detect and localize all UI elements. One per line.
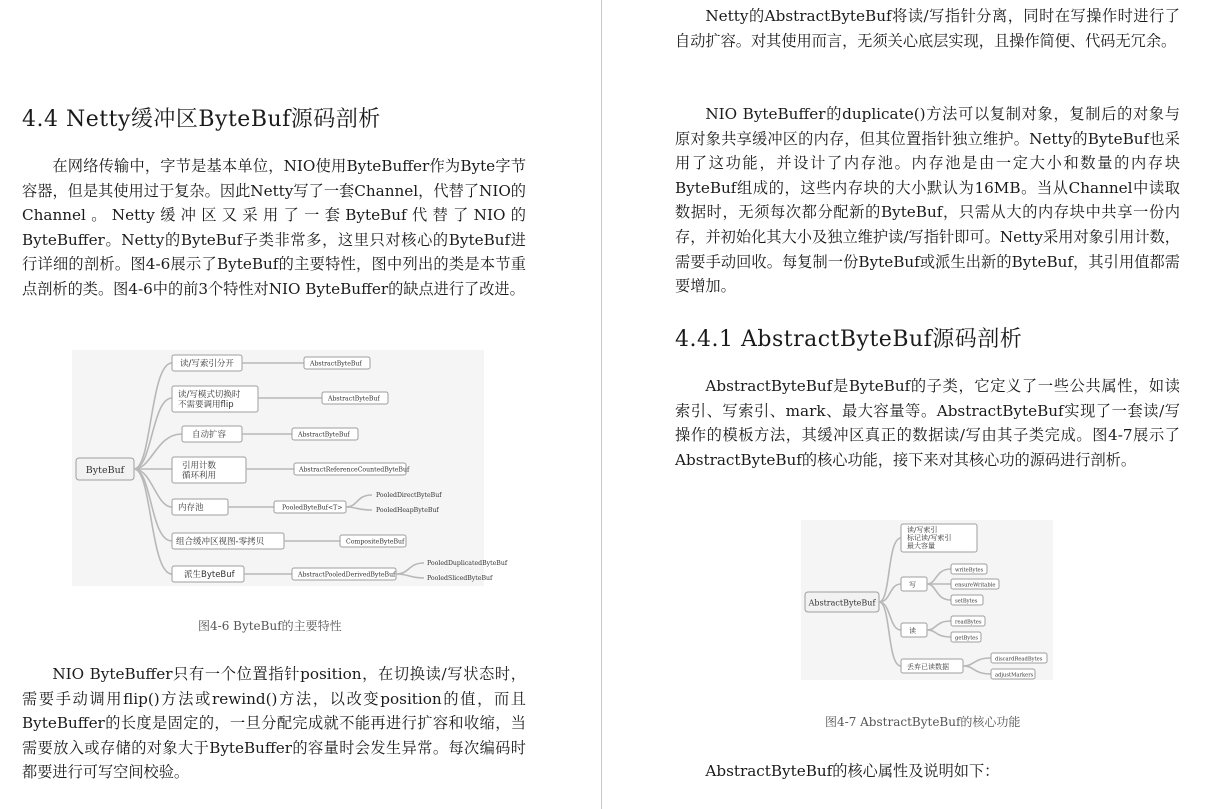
leaf-label: PooledDuplicatedByteBuf (427, 560, 508, 567)
class-label: AbstractByteBuf (310, 360, 362, 368)
mindmap-root-label: AbstractByteBuf (808, 598, 876, 608)
paragraph: 在网络传输中，字节是基本单位，NIO使用ByteBuffer作为Byte字节容器，但是其使用过于复杂。因此Netty写了一套Channel，代替了NIO的Channel。Netty缓冲区又采用了一套ByteBuf代替了NIO的ByteBuffer。Netty的ByteBuf子类非常多，这里只对核心的ByteBuf进行详细的剖析。图4-6展示了ByteBuf的主要特性，图中列出的类是本节重点剖析的类。图4-6中的前3个特性对NIO ByteBuffer的缺点进行了改进。 (22, 157, 526, 298)
leaf-label: PooledSlicedByteBuf (427, 575, 493, 582)
method-label: adjustMarkers (995, 672, 1034, 679)
method-label: writeBytes (955, 567, 984, 574)
paragraph: NIO ByteBuffer只有一个位置指针position，在切换读/写状态时，需要手动调用flip()方法或rewind()方法，以改变position的值，而且ByteBuffer的长度是固定的，一旦分配完成就不能再进行扩容和收缩，当需要放入或存储的对象大于ByteBuffer的容量时会发生异常。每次编码时都要进行可写空间校验。 (22, 665, 526, 782)
method-label: getBytes (955, 635, 979, 642)
class-label: AbstractPooledDerivedByteBuf (298, 571, 396, 579)
class-label: CompositeByteBuf (346, 538, 405, 546)
paragraph: AbstractByteBuf的核心属性及说明如下： (705, 762, 1000, 780)
paragraph: Netty的AbstractByteBuf将读/写指针分离，同时在写操作时进行了自动扩容。对其使用而言，无须关心底层实现，且操作简便、代码无冗余。 (675, 7, 1180, 50)
feature-label: 派生ByteBuf (184, 570, 235, 580)
method-label: ensureWritable (955, 582, 996, 589)
figure-4-7 (801, 520, 1053, 680)
feature-label: 组合缓冲区视图-零拷贝 (176, 537, 265, 547)
branch-label: 写 (909, 581, 916, 589)
class-label: AbstractByteBuf (328, 395, 380, 403)
feature-label: 不需要调用flip (178, 400, 234, 410)
method-label: discardReadBytes (995, 656, 1043, 663)
paragraph: NIO ByteBuffer的duplicate()方法可以复制对象，复制后的对象与原对象共享缓冲区的内存，但其位置指针独立维护。Netty的ByteBuf也采用了这功能，并设计了内存池。内存池是由一定大小和数量的内存块ByteBuf组成的，这些内存块的大小默认为16MB。当从Channel中读取数据时，无须每次都分配新的ByteBuf，只需从大的内存块中共享一份内存，并初始化其大小及独立维护读/写指针即可。Netty采用对象引用计数，需要手动回收。每复制一份ByteBuf或派生出新的ByteBuf，其引用值都需要增加。 (675, 105, 1180, 296)
feature-label: 引用计数 (182, 461, 217, 471)
paragraph: AbstractByteBuf是ByteBuf的子类，它定义了一些公共属性，如读索引、写索引、mark、最大容量等。AbstractByteBuf实现了一套读/写操作的模板方法，其缓冲区真正的数据读/写由其子类完成。图4-7展示了AbstractByteBuf的核心功能，接下来对其核心功的源码进行剖析。 (675, 377, 1180, 469)
leaf-label: PooledDirectByteBuf (376, 492, 442, 499)
feature-label: 读/写索引分开 (180, 359, 234, 369)
figure-caption: 图4-6 ByteBuf的主要特性 (198, 619, 342, 633)
branch-label: 最大容量 (907, 542, 935, 550)
feature-label: 读/写模式切换时 (178, 390, 241, 400)
method-label: setBytes (955, 598, 978, 605)
class-label: PooledByteBuf<T> (282, 504, 343, 512)
mindmap-root-label: ByteBuf (85, 465, 125, 476)
branch-label: 丢弃已读数据 (907, 663, 949, 671)
leaf-label: PooledHeapByteBuf (376, 507, 439, 514)
class-label: AbstractReferenceCountedByteBuf (299, 466, 410, 474)
section-heading: 4.4 Netty缓冲区ByteBuf源码剖析 (22, 107, 381, 132)
feature-label: 自动扩容 (192, 430, 227, 440)
subsection-heading: 4.4.1 AbstractByteBuf源码剖析 (675, 327, 1023, 352)
branch-label: 读/写索引 (907, 526, 938, 534)
method-label: readBytes (955, 619, 982, 626)
class-label: AbstractByteBuf (298, 431, 350, 439)
page-divider (601, 0, 602, 809)
branch-label: 读 (909, 627, 916, 635)
branch-label: 标记读/写索引 (907, 534, 952, 542)
figure-4-6 (72, 350, 508, 586)
figure-caption: 图4-7 AbstractByteBuf的核心功能 (825, 715, 1021, 729)
feature-label: 循环利用 (182, 471, 217, 481)
feature-label: 内存池 (178, 503, 204, 513)
